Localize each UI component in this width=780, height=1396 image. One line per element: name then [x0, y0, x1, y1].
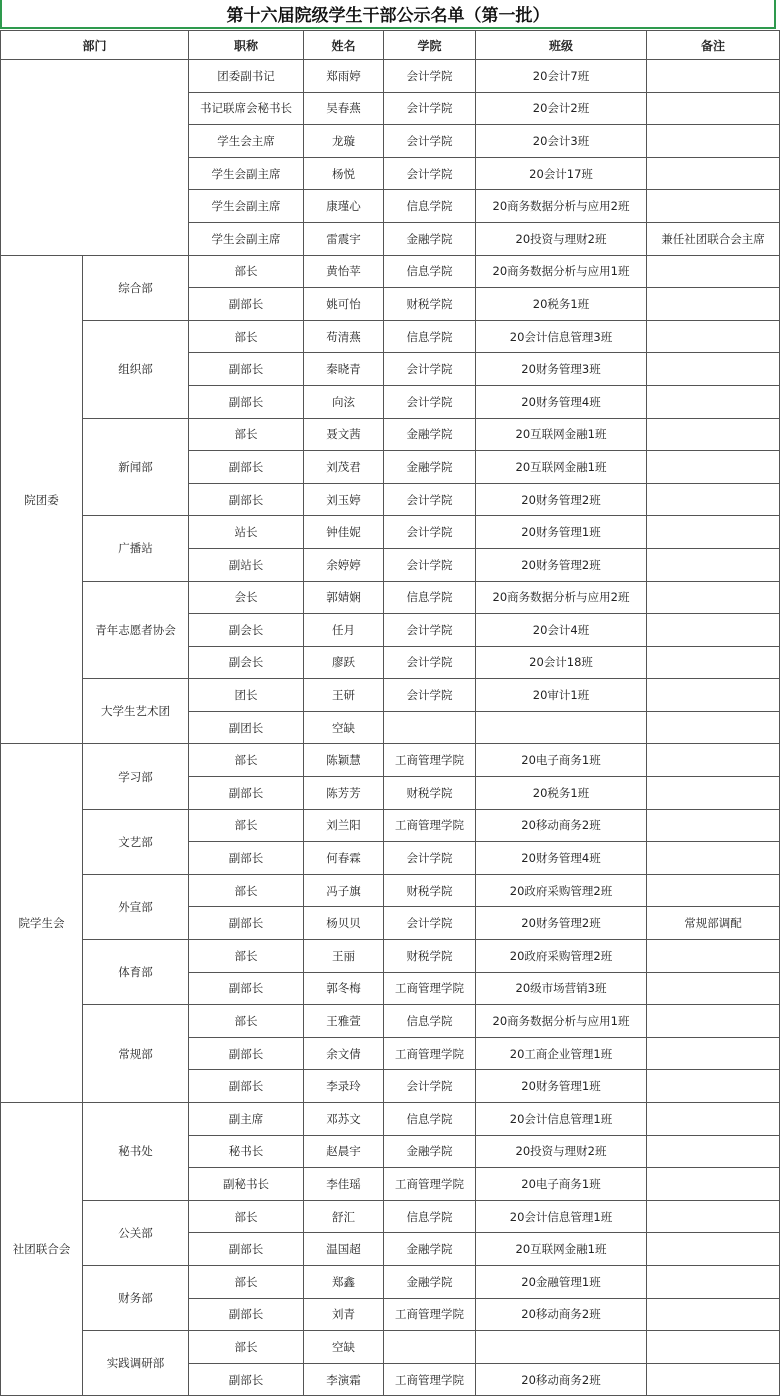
college-cell: 金融学院 [384, 418, 476, 451]
title-cell: 学生会副主席 [189, 157, 304, 190]
college-cell: 财税学院 [384, 940, 476, 973]
remarks-cell [647, 1135, 780, 1168]
table-row [1, 418, 780, 451]
college-cell: 财税学院 [384, 288, 476, 321]
remarks-cell [647, 255, 780, 288]
subdepartment-cell: 学习部 [83, 744, 189, 809]
title-cell: 部长 [189, 744, 304, 777]
subdepartment-cell: 公关部 [83, 1200, 189, 1265]
name-cell: 钟佳妮 [304, 516, 384, 549]
remarks-cell [647, 1168, 780, 1201]
name-cell: 吴春燕 [304, 92, 384, 125]
title-cell: 书记联席会秘书长 [189, 92, 304, 125]
class-cell: 20财务管理1班 [476, 1070, 647, 1103]
name-cell: 舒汇 [304, 1200, 384, 1233]
remarks-cell [647, 874, 780, 907]
table-row [1, 581, 780, 614]
subdepartment-cell: 综合部 [83, 255, 189, 320]
college-cell: 工商管理学院 [384, 809, 476, 842]
title-cell: 部长 [189, 874, 304, 907]
title-cell: 部长 [189, 809, 304, 842]
class-cell: 20互联网金融1班 [476, 1233, 647, 1266]
college-cell: 信息学院 [384, 581, 476, 614]
remarks-cell [647, 1070, 780, 1103]
table-row [1, 1200, 780, 1233]
subdepartment-cell: 外宣部 [83, 874, 189, 939]
title-cell: 副秘书长 [189, 1168, 304, 1201]
remarks-cell [647, 777, 780, 810]
header-title: 职称 [189, 31, 304, 60]
class-cell: 20会计2班 [476, 92, 647, 125]
college-cell: 财税学院 [384, 874, 476, 907]
name-cell: 郑雨婷 [304, 60, 384, 93]
college-cell: 会计学院 [384, 1070, 476, 1103]
name-cell: 龙璇 [304, 125, 384, 158]
title-cell: 副部长 [189, 385, 304, 418]
name-cell: 何春霖 [304, 842, 384, 875]
table-row [1, 940, 780, 973]
name-cell: 郭婧娴 [304, 581, 384, 614]
title-cell: 副部长 [189, 1298, 304, 1331]
table-row [1, 744, 780, 777]
name-cell: 王雅萱 [304, 1005, 384, 1038]
remarks-cell [647, 320, 780, 353]
class-cell: 20互联网金融1班 [476, 451, 647, 484]
remarks-cell [647, 744, 780, 777]
table-row [1, 516, 780, 549]
remarks-cell [647, 711, 780, 744]
college-cell: 会计学院 [384, 614, 476, 647]
class-cell: 20移动商务2班 [476, 1298, 647, 1331]
title-cell: 部长 [189, 1005, 304, 1038]
class-cell: 20商务数据分析与应用2班 [476, 581, 647, 614]
remarks-cell [647, 483, 780, 516]
remarks-cell [647, 60, 780, 93]
remarks-cell [647, 1265, 780, 1298]
subdepartment-cell: 体育部 [83, 940, 189, 1005]
remarks-cell [647, 646, 780, 679]
college-cell: 信息学院 [384, 255, 476, 288]
remarks-cell [647, 190, 780, 223]
remarks-cell [647, 451, 780, 484]
title-cell: 部长 [189, 1265, 304, 1298]
group-cell: 院团委 [1, 255, 83, 744]
name-cell: 黄怡苹 [304, 255, 384, 288]
class-cell: 20政府采购管理2班 [476, 940, 647, 973]
header-college: 学院 [384, 31, 476, 60]
title-cell: 副部长 [189, 451, 304, 484]
college-cell: 会计学院 [384, 679, 476, 712]
college-cell: 会计学院 [384, 385, 476, 418]
name-cell: 赵晨宇 [304, 1135, 384, 1168]
class-cell: 20财务管理4班 [476, 842, 647, 875]
college-cell: 会计学院 [384, 548, 476, 581]
college-cell [384, 711, 476, 744]
title-cell: 副部长 [189, 1363, 304, 1396]
remarks-cell [647, 1363, 780, 1396]
class-cell: 20审计1班 [476, 679, 647, 712]
college-cell: 信息学院 [384, 1200, 476, 1233]
name-cell: 刘茂君 [304, 451, 384, 484]
class-cell: 20会计信息管理1班 [476, 1103, 647, 1136]
subdepartment-cell: 文艺部 [83, 809, 189, 874]
college-cell: 会计学院 [384, 92, 476, 125]
class-cell: 20财务管理3班 [476, 353, 647, 386]
subdepartment-cell: 秘书处 [83, 1103, 189, 1201]
college-cell: 金融学院 [384, 1265, 476, 1298]
name-cell: 秦晓青 [304, 353, 384, 386]
name-cell: 廖跃 [304, 646, 384, 679]
remarks-cell [647, 1037, 780, 1070]
remarks-cell [647, 972, 780, 1005]
title-cell: 副部长 [189, 842, 304, 875]
college-cell: 金融学院 [384, 1233, 476, 1266]
name-cell: 空缺 [304, 1331, 384, 1364]
class-cell: 20税务1班 [476, 288, 647, 321]
college-cell: 会计学院 [384, 353, 476, 386]
remarks-cell [647, 353, 780, 386]
table-body [1, 60, 780, 1396]
class-cell: 20财务管理2班 [476, 907, 647, 940]
name-cell: 杨悦 [304, 157, 384, 190]
name-cell: 李演霜 [304, 1363, 384, 1396]
title-cell: 副部长 [189, 1233, 304, 1266]
remarks-cell [647, 581, 780, 614]
title-cell: 会长 [189, 581, 304, 614]
subdepartment-cell: 广播站 [83, 516, 189, 581]
name-cell: 郭冬梅 [304, 972, 384, 1005]
subdepartment-cell: 新闻部 [83, 418, 189, 516]
remarks-cell [647, 157, 780, 190]
title-cell: 部长 [189, 418, 304, 451]
name-cell: 聂文茜 [304, 418, 384, 451]
title-cell: 部长 [189, 940, 304, 973]
table-row [1, 60, 780, 93]
name-cell: 余文倩 [304, 1037, 384, 1070]
class-cell: 20投资与理财2班 [476, 1135, 647, 1168]
college-cell: 工商管理学院 [384, 1363, 476, 1396]
name-cell: 王研 [304, 679, 384, 712]
class-cell: 20会计18班 [476, 646, 647, 679]
header-department: 部门 [1, 31, 189, 60]
title-cell: 站长 [189, 516, 304, 549]
name-cell: 向泫 [304, 385, 384, 418]
class-cell: 20电子商务1班 [476, 1168, 647, 1201]
college-cell: 会计学院 [384, 125, 476, 158]
name-cell: 刘青 [304, 1298, 384, 1331]
college-cell: 信息学院 [384, 1005, 476, 1038]
group-cell: 院学生会 [1, 744, 83, 1103]
remarks-cell [647, 1331, 780, 1364]
class-cell: 20工商企业管理1班 [476, 1037, 647, 1070]
college-cell: 财税学院 [384, 777, 476, 810]
name-cell: 康瑾心 [304, 190, 384, 223]
college-cell: 信息学院 [384, 320, 476, 353]
table-row [1, 679, 780, 712]
title-cell: 副部长 [189, 777, 304, 810]
college-cell: 会计学院 [384, 516, 476, 549]
class-cell: 20财务管理2班 [476, 548, 647, 581]
name-cell: 邓苏文 [304, 1103, 384, 1136]
title-cell: 副部长 [189, 483, 304, 516]
college-cell [384, 1331, 476, 1364]
class-cell: 20政府采购管理2班 [476, 874, 647, 907]
name-cell: 陈颖慧 [304, 744, 384, 777]
name-cell: 李录玲 [304, 1070, 384, 1103]
college-cell: 会计学院 [384, 157, 476, 190]
remarks-cell [647, 1200, 780, 1233]
class-cell: 20会计3班 [476, 125, 647, 158]
college-cell: 金融学院 [384, 451, 476, 484]
class-cell: 20移动商务2班 [476, 809, 647, 842]
name-cell: 雷震宇 [304, 222, 384, 255]
subdepartment-cell: 常规部 [83, 1005, 189, 1103]
title-cell: 副部长 [189, 1037, 304, 1070]
remarks-cell [647, 614, 780, 647]
table-row [1, 1103, 780, 1136]
title-cell: 部长 [189, 255, 304, 288]
table-row [1, 874, 780, 907]
college-cell: 会计学院 [384, 646, 476, 679]
college-cell: 工商管理学院 [384, 1168, 476, 1201]
title-cell: 副站长 [189, 548, 304, 581]
remarks-cell [647, 1103, 780, 1136]
remarks-cell [647, 1005, 780, 1038]
college-cell: 会计学院 [384, 842, 476, 875]
class-cell: 20金融管理1班 [476, 1265, 647, 1298]
college-cell: 工商管理学院 [384, 744, 476, 777]
title-cell: 副部长 [189, 907, 304, 940]
class-cell: 20财务管理1班 [476, 516, 647, 549]
remarks-cell [647, 1298, 780, 1331]
title-cell: 副主席 [189, 1103, 304, 1136]
title-cell: 秘书长 [189, 1135, 304, 1168]
name-cell: 冯子旗 [304, 874, 384, 907]
title-cell: 学生会副主席 [189, 190, 304, 223]
class-cell: 20商务数据分析与应用1班 [476, 255, 647, 288]
subdepartment-cell: 实践调研部 [83, 1331, 189, 1396]
subdepartment-cell: 青年志愿者协会 [83, 581, 189, 679]
remarks-cell [647, 125, 780, 158]
subdepartment-cell: 大学生艺术团 [83, 679, 189, 744]
class-cell [476, 1331, 647, 1364]
college-cell: 工商管理学院 [384, 1037, 476, 1070]
class-cell: 20商务数据分析与应用1班 [476, 1005, 647, 1038]
name-cell: 李佳瑶 [304, 1168, 384, 1201]
table-row [1, 1265, 780, 1298]
class-cell: 20会计17班 [476, 157, 647, 190]
class-cell: 20电子商务1班 [476, 744, 647, 777]
class-cell: 20投资与理财2班 [476, 222, 647, 255]
remarks-cell [647, 418, 780, 451]
name-cell: 苟清燕 [304, 320, 384, 353]
name-cell: 王丽 [304, 940, 384, 973]
title-cell: 团长 [189, 679, 304, 712]
table-header-row [1, 31, 780, 60]
title-cell: 副部长 [189, 353, 304, 386]
remarks-cell [647, 385, 780, 418]
college-cell: 金融学院 [384, 1135, 476, 1168]
title-cell: 副会长 [189, 646, 304, 679]
name-cell: 杨贝贝 [304, 907, 384, 940]
class-cell [476, 711, 647, 744]
remarks-cell [647, 516, 780, 549]
name-cell: 姚可怡 [304, 288, 384, 321]
class-cell: 20会计7班 [476, 60, 647, 93]
class-cell: 20会计信息管理1班 [476, 1200, 647, 1233]
title-cell: 副部长 [189, 1070, 304, 1103]
class-cell: 20互联网金融1班 [476, 418, 647, 451]
name-cell: 郑鑫 [304, 1265, 384, 1298]
college-cell: 会计学院 [384, 907, 476, 940]
department-cell [1, 60, 189, 256]
college-cell: 会计学院 [384, 60, 476, 93]
title-cell: 学生会副主席 [189, 222, 304, 255]
name-cell: 余婷婷 [304, 548, 384, 581]
subdepartment-cell: 财务部 [83, 1265, 189, 1330]
group-cell: 社团联合会 [1, 1103, 83, 1396]
table-row [1, 255, 780, 288]
title-cell: 部长 [189, 320, 304, 353]
name-cell: 任月 [304, 614, 384, 647]
title-cell: 副部长 [189, 288, 304, 321]
college-cell: 工商管理学院 [384, 972, 476, 1005]
remarks-cell [647, 92, 780, 125]
table-row [1, 809, 780, 842]
remarks-cell [647, 548, 780, 581]
name-cell: 空缺 [304, 711, 384, 744]
name-cell: 温国超 [304, 1233, 384, 1266]
page-title: 第十六届院级学生干部公示名单（第一批） [0, 0, 776, 29]
remarks-cell [647, 1233, 780, 1266]
title-cell: 副部长 [189, 972, 304, 1005]
class-cell: 20会计信息管理3班 [476, 320, 647, 353]
table-row [1, 1005, 780, 1038]
remarks-cell [647, 679, 780, 712]
title-cell: 学生会主席 [189, 125, 304, 158]
remarks-cell [647, 940, 780, 973]
class-cell: 20财务管理4班 [476, 385, 647, 418]
header-class: 班级 [476, 31, 647, 60]
remarks-cell: 常规部调配 [647, 907, 780, 940]
title-cell: 团委副书记 [189, 60, 304, 93]
title-cell: 副会长 [189, 614, 304, 647]
college-cell: 工商管理学院 [384, 1298, 476, 1331]
remarks-cell [647, 842, 780, 875]
college-cell: 信息学院 [384, 1103, 476, 1136]
name-cell: 刘玉婷 [304, 483, 384, 516]
college-cell: 金融学院 [384, 222, 476, 255]
class-cell: 20税务1班 [476, 777, 647, 810]
name-cell: 刘兰阳 [304, 809, 384, 842]
college-cell: 会计学院 [384, 483, 476, 516]
header-remarks: 备注 [647, 31, 780, 60]
title-cell: 部长 [189, 1331, 304, 1364]
roster-table [0, 30, 780, 1396]
class-cell: 20财务管理2班 [476, 483, 647, 516]
college-cell: 信息学院 [384, 190, 476, 223]
remarks-cell [647, 809, 780, 842]
name-cell: 陈芳芳 [304, 777, 384, 810]
header-name: 姓名 [304, 31, 384, 60]
table-row [1, 1331, 780, 1364]
table-row [1, 320, 780, 353]
class-cell: 20会计4班 [476, 614, 647, 647]
class-cell: 20移动商务2班 [476, 1363, 647, 1396]
subdepartment-cell: 组织部 [83, 320, 189, 418]
title-cell: 部长 [189, 1200, 304, 1233]
class-cell: 20商务数据分析与应用2班 [476, 190, 647, 223]
title-cell: 副团长 [189, 711, 304, 744]
class-cell: 20级市场营销3班 [476, 972, 647, 1005]
remarks-cell: 兼任社团联合会主席 [647, 222, 780, 255]
remarks-cell [647, 288, 780, 321]
